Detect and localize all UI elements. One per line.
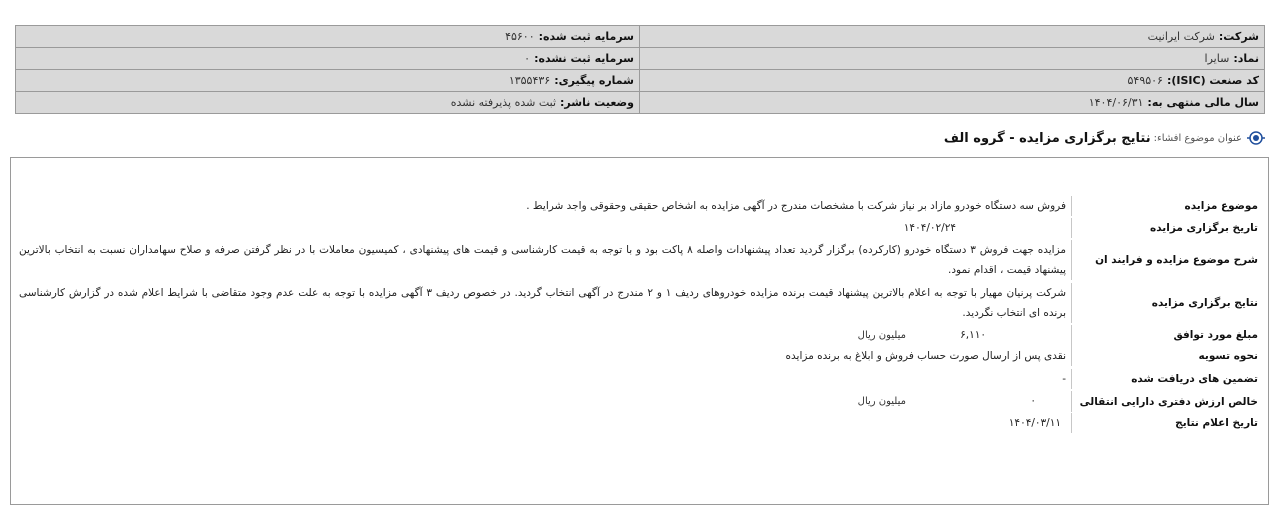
registered-capital-cell bbox=[16, 26, 640, 48]
detail-row-auction-subject bbox=[19, 195, 1260, 217]
net-book-value-number: ۰ bbox=[1030, 395, 1036, 407]
registered-capital-label: سرمایه ثبت شده: bbox=[538, 30, 634, 43]
company-value: شرکت ایرانیت bbox=[1147, 30, 1215, 43]
fiscal-year-value: ۱۴۰۴/۰۶/۳۱ bbox=[1088, 96, 1144, 109]
detail-row-agreed-amount bbox=[19, 325, 1260, 345]
company-cell bbox=[640, 26, 1265, 48]
info-row-4 bbox=[16, 92, 1265, 114]
detail-row-results bbox=[19, 280, 1260, 325]
detail-row-guarantees bbox=[19, 367, 1260, 390]
publisher-status-value: ثبت شده پذیرفته نشده bbox=[450, 96, 557, 109]
company-label: شرکت: bbox=[1218, 30, 1259, 43]
auction-date-text: ۱۴۰۴/۰۲/۲۴ bbox=[903, 222, 956, 234]
results-date-text: ۱۴۰۴/۰۳/۱۱ bbox=[1008, 417, 1061, 429]
auction-details bbox=[19, 195, 1260, 433]
detail-row-auction-date bbox=[19, 217, 1260, 239]
symbol-cell bbox=[640, 48, 1265, 70]
subject-label: عنوان موضوع افشاء: bbox=[1153, 132, 1242, 144]
agreed-amount-unit: میلیون ریال bbox=[857, 329, 906, 341]
net-book-value-unit: میلیون ریال bbox=[857, 396, 906, 407]
settlement-label: نحوه تسویه bbox=[1198, 350, 1258, 362]
agreed-amount-value bbox=[19, 325, 1072, 346]
registered-capital-value: ۴۵۶۰۰ bbox=[505, 30, 535, 43]
detail-row-results-date bbox=[19, 413, 1260, 433]
results-date-value bbox=[19, 413, 1072, 433]
symbol-value: سایرا bbox=[1204, 52, 1230, 65]
detail-row-settlement bbox=[19, 345, 1260, 367]
target-icon bbox=[1246, 128, 1266, 148]
net-book-value-label: خالص ارزش دفتری دارایی انتقالی bbox=[1079, 395, 1258, 408]
tracking-number-cell bbox=[16, 70, 640, 92]
info-row-2 bbox=[16, 48, 1265, 70]
isic-value: ۵۴۹۵۰۶ bbox=[1127, 74, 1163, 87]
subject-title: نتایج برگزاری مزایده - گروه الف bbox=[943, 130, 1151, 146]
detail-row-net-book-value bbox=[19, 390, 1260, 413]
detail-row-description bbox=[19, 239, 1260, 280]
results-value: شرکت پرنیان مهیار با توجه به اعلام بالاترین پیشنهاد قیمت برنده مزایده خودروهای ردیف ۱ و ۲ مندرج در آگهی انتخاب گردید. در خصوص ردیف ۳ آگهی مزایده با توجه به علت عدم وجود متقاضی با شرایط اعلام شده در گزارش کارشناسی برنده ای انتخاب نگردید. bbox=[19, 283, 1072, 323]
unregistered-capital-value: ۰ bbox=[524, 52, 531, 65]
fiscal-year-cell bbox=[640, 92, 1265, 114]
results-date-label: تاریخ اعلام نتایج bbox=[1175, 417, 1258, 429]
auction-subject-label: موضوع مزایده bbox=[1184, 200, 1258, 212]
publisher-status-cell bbox=[16, 92, 640, 114]
agreed-amount-number: ۶,۱۱۰ bbox=[960, 328, 986, 341]
settlement-value: نقدی پس از ارسال صورت حساب فروش و ابلاغ به برنده مزایده bbox=[19, 346, 1072, 366]
auction-date-label: تاریخ برگزاری مزایده bbox=[1150, 222, 1258, 234]
net-book-value-value bbox=[19, 391, 1072, 412]
description-label: شرح موضوع مزایده و فرایند ان bbox=[1095, 253, 1258, 266]
auction-details-box bbox=[10, 157, 1269, 505]
publisher-status-label: وضعیت ناشر: bbox=[560, 96, 634, 109]
company-info-table bbox=[15, 25, 1265, 114]
tracking-number-value: ۱۳۵۵۴۳۶ bbox=[508, 74, 551, 87]
fiscal-year-label: سال مالی منتهی به: bbox=[1147, 96, 1259, 109]
results-label: نتایج برگزاری مزایده bbox=[1151, 296, 1258, 309]
auction-date-value bbox=[19, 218, 1072, 238]
tracking-number-label: شماره پیگیری: bbox=[554, 74, 634, 87]
agreed-amount-label: مبلغ مورد توافق bbox=[1173, 329, 1258, 341]
auction-subject-value: فروش سه دستگاه خودرو مازاد بر نیاز شرکت با مشخصات مندرج در آگهی مزایده به اشخاص حقیقی وحقوقی واجد شرایط . bbox=[19, 196, 1072, 216]
disclosure-subject bbox=[944, 128, 1266, 148]
isic-cell bbox=[640, 70, 1265, 92]
symbol-label: نماد: bbox=[1233, 52, 1259, 65]
unregistered-capital-cell bbox=[16, 48, 640, 70]
unregistered-capital-label: سرمایه ثبت نشده: bbox=[534, 52, 634, 65]
guarantees-label: تضمین های دریافت شده bbox=[1131, 372, 1258, 385]
description-value: مزایده جهت فروش ۳ دستگاه خودرو (کارکرده) برگزار گردید تعداد پیشنهادات واصله ۸ پاکت بود و با توجه به قیمت کارشناسی و قیمت های پیشنهادی ، کمیسیون معاملات با در نظر گرفتن صرفه و صلاح سهامداران نسبت به انتخاب بالاترین پیشنهاد قیمت ، اقدام نمود. bbox=[19, 240, 1072, 280]
isic-label: کد صنعت (ISIC): bbox=[1166, 74, 1259, 87]
guarantees-value: - bbox=[19, 369, 1072, 389]
info-row-1 bbox=[16, 26, 1265, 48]
info-row-3 bbox=[16, 70, 1265, 92]
